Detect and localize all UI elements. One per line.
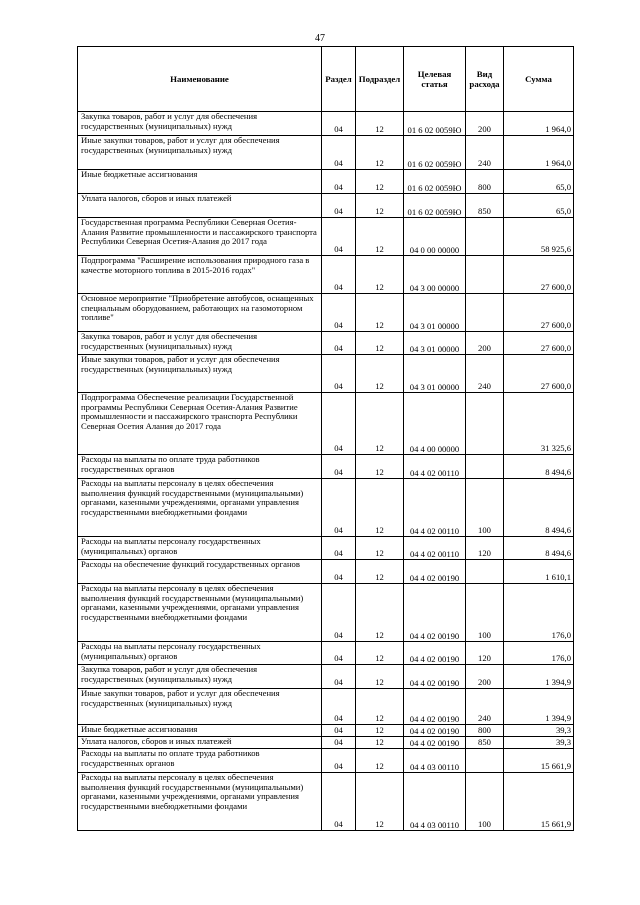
row-amount-cell: 65,0	[504, 194, 574, 218]
row-target-cell: 04 4 02 00190	[404, 737, 466, 749]
row-name-cell: Расходы на выплаты персоналу в целях обеспечения выполнения функций государственными (муниципальными) органами, казенными учреждениями, органами управления государственными внебюджетными фондами	[78, 773, 322, 831]
row-expense-type-cell	[466, 294, 504, 332]
row-expense-type-cell: 200	[466, 332, 504, 355]
row-amount-cell: 27 600,0	[504, 332, 574, 355]
row-subsection-cell: 12	[356, 194, 404, 218]
header-subsection: Подраздел	[356, 47, 404, 112]
row-target-cell: 01 6 02 0059Ю	[404, 112, 466, 136]
row-target-cell: 01 6 02 0059Ю	[404, 170, 466, 194]
row-subsection-cell: 12	[356, 773, 404, 831]
row-target-cell: 04 4 02 00190	[404, 584, 466, 642]
row-expense-type-cell: 800	[466, 170, 504, 194]
row-expense-type-cell: 240	[466, 136, 504, 170]
row-subsection-cell: 12	[356, 537, 404, 560]
row-expense-type-cell: 200	[466, 112, 504, 136]
row-section-cell: 04	[322, 773, 356, 831]
row-target-cell: 04 4 02 00110	[404, 479, 466, 537]
row-subsection-cell: 12	[356, 749, 404, 773]
row-name-cell: Расходы на выплаты персоналу государственных (муниципальных) органов	[78, 642, 322, 665]
row-section-cell: 04	[322, 112, 356, 136]
row-amount-cell: 1 394,9	[504, 689, 574, 725]
row-expense-type-cell: 850	[466, 194, 504, 218]
table-row	[78, 332, 574, 355]
row-target-cell: 04 3 00 00000	[404, 256, 466, 294]
row-section-cell: 04	[322, 194, 356, 218]
row-name-cell: Подпрограмма "Расширение использования природного газа в качестве моторного топлива в 2015-2016 годах"	[78, 256, 322, 294]
row-amount-cell: 31 325,6	[504, 393, 574, 455]
row-amount-cell: 176,0	[504, 642, 574, 665]
row-subsection-cell: 12	[356, 737, 404, 749]
row-name-cell: Расходы на обеспечение функций государственных органов	[78, 560, 322, 584]
row-amount-cell: 65,0	[504, 170, 574, 194]
row-section-cell: 04	[322, 537, 356, 560]
header-target: Целевая статья	[404, 47, 466, 112]
row-expense-type-cell: 120	[466, 642, 504, 665]
row-target-cell: 04 3 01 00000	[404, 355, 466, 393]
row-name-cell: Подпрограмма Обеспечение реализации Государственной программы Республики Северная Осетия-Алания Развитие промышленности и пассажирского транспорта Республики Северная Осетия Алания до 2017 года	[78, 393, 322, 455]
table-row	[78, 584, 574, 642]
row-expense-type-cell: 200	[466, 665, 504, 689]
row-subsection-cell: 12	[356, 725, 404, 737]
row-target-cell: 04 4 03 00110	[404, 773, 466, 831]
header-section: Раздел	[322, 47, 356, 112]
row-name-cell: Основное мероприятие "Приобретение автобусов, оснащенных специальным оборудованием, работающих на газомоторном топливе"	[78, 294, 322, 332]
row-section-cell: 04	[322, 642, 356, 665]
table-row	[78, 665, 574, 689]
row-subsection-cell: 12	[356, 393, 404, 455]
row-name-cell: Уплата налогов, сборов и иных платежей	[78, 194, 322, 218]
table-row	[78, 112, 574, 136]
table-row	[78, 737, 574, 749]
row-target-cell: 04 4 02 00190	[404, 642, 466, 665]
table-row	[78, 294, 574, 332]
row-amount-cell: 39,3	[504, 725, 574, 737]
row-amount-cell: 27 600,0	[504, 256, 574, 294]
row-section-cell: 04	[322, 665, 356, 689]
table-row	[78, 393, 574, 455]
row-expense-type-cell	[466, 560, 504, 584]
row-section-cell: 04	[322, 355, 356, 393]
row-target-cell: 01 6 02 0059Ю	[404, 194, 466, 218]
row-expense-type-cell	[466, 393, 504, 455]
row-subsection-cell: 12	[356, 294, 404, 332]
row-name-cell: Иные бюджетные ассигнования	[78, 725, 322, 737]
row-target-cell: 04 3 01 00000	[404, 332, 466, 355]
row-subsection-cell: 12	[356, 170, 404, 194]
row-expense-type-cell	[466, 455, 504, 479]
row-amount-cell: 27 600,0	[504, 294, 574, 332]
row-section-cell: 04	[322, 737, 356, 749]
row-subsection-cell: 12	[356, 112, 404, 136]
row-target-cell: 04 4 02 00190	[404, 725, 466, 737]
row-amount-cell: 8 494,6	[504, 455, 574, 479]
row-expense-type-cell	[466, 256, 504, 294]
row-section-cell: 04	[322, 256, 356, 294]
row-name-cell: Иные закупки товаров, работ и услуг для обеспечения государственных (муниципальных) нужд	[78, 689, 322, 725]
row-subsection-cell: 12	[356, 218, 404, 256]
row-amount-cell: 1 964,0	[504, 136, 574, 170]
row-name-cell: Иные закупки товаров, работ и услуг для обеспечения государственных (муниципальных) нужд	[78, 355, 322, 393]
row-subsection-cell: 12	[356, 256, 404, 294]
row-name-cell: Иные бюджетные ассигнования	[78, 170, 322, 194]
row-name-cell: Уплата налогов, сборов и иных платежей	[78, 737, 322, 749]
row-section-cell: 04	[322, 393, 356, 455]
row-section-cell: 04	[322, 218, 356, 256]
row-section-cell: 04	[322, 749, 356, 773]
row-subsection-cell: 12	[356, 665, 404, 689]
row-amount-cell: 1 964,0	[504, 112, 574, 136]
row-name-cell: Расходы на выплаты персоналу в целях обеспечения выполнения функций государственными (муниципальными) органами, казенными учреждениями, органами управления государственными внебюджетными фондами	[78, 479, 322, 537]
row-target-cell: 04 4 02 00190	[404, 665, 466, 689]
row-subsection-cell: 12	[356, 136, 404, 170]
row-section-cell: 04	[322, 479, 356, 537]
row-section-cell: 04	[322, 170, 356, 194]
row-name-cell: Расходы на выплаты по оплате труда работников государственных органов	[78, 749, 322, 773]
row-section-cell: 04	[322, 584, 356, 642]
table-row	[78, 689, 574, 725]
page-number: 47	[315, 33, 325, 44]
table-row	[78, 479, 574, 537]
row-target-cell: 04 4 02 00110	[404, 537, 466, 560]
row-name-cell: Расходы на выплаты персоналу в целях обеспечения выполнения функций государственными (муниципальными) органами, казенными учреждениями, органами управления государственными внебюджетными фондами	[78, 584, 322, 642]
row-name-cell: Государственная программа Республики Северная Осетия-Алания Развитие промышленности и пассажирского транспорта Республики Северная Осетия-Алания до 2017 года	[78, 218, 322, 256]
row-name-cell: Закупка товаров, работ и услуг для обеспечения государственных (муниципальных) нужд	[78, 665, 322, 689]
row-amount-cell: 1 394,9	[504, 665, 574, 689]
header-amount: Сумма	[504, 47, 574, 112]
row-amount-cell: 8 494,6	[504, 537, 574, 560]
row-expense-type-cell: 120	[466, 537, 504, 560]
row-subsection-cell: 12	[356, 332, 404, 355]
row-section-cell: 04	[322, 136, 356, 170]
row-expense-type-cell: 850	[466, 737, 504, 749]
row-amount-cell: 1 610,1	[504, 560, 574, 584]
row-subsection-cell: 12	[356, 584, 404, 642]
table-row	[78, 218, 574, 256]
row-subsection-cell: 12	[356, 642, 404, 665]
row-subsection-cell: 12	[356, 455, 404, 479]
row-section-cell: 04	[322, 560, 356, 584]
row-expense-type-cell: 800	[466, 725, 504, 737]
row-section-cell: 04	[322, 725, 356, 737]
row-target-cell: 04 0 00 00000	[404, 218, 466, 256]
table-header-row	[78, 47, 574, 112]
row-amount-cell: 58 925,6	[504, 218, 574, 256]
table-body	[78, 112, 574, 831]
row-target-cell: 04 4 02 00190	[404, 560, 466, 584]
row-expense-type-cell	[466, 218, 504, 256]
table-row	[78, 355, 574, 393]
row-target-cell: 04 3 01 00000	[404, 294, 466, 332]
row-name-cell: Расходы на выплаты персоналу государственных (муниципальных) органов	[78, 537, 322, 560]
table-row	[78, 560, 574, 584]
row-name-cell: Расходы на выплаты по оплате труда работников государственных органов	[78, 455, 322, 479]
row-target-cell: 04 4 03 00110	[404, 749, 466, 773]
header-name: Наименование	[78, 47, 322, 112]
row-expense-type-cell	[466, 749, 504, 773]
budget-table	[77, 46, 574, 831]
table-row	[78, 725, 574, 737]
row-section-cell: 04	[322, 294, 356, 332]
row-target-cell: 01 6 02 0059Ю	[404, 136, 466, 170]
table-row	[78, 170, 574, 194]
table-row	[78, 136, 574, 170]
table-row	[78, 749, 574, 773]
row-section-cell: 04	[322, 332, 356, 355]
row-amount-cell: 15 661,9	[504, 773, 574, 831]
row-amount-cell: 27 600,0	[504, 355, 574, 393]
row-expense-type-cell: 100	[466, 773, 504, 831]
row-amount-cell: 15 661,9	[504, 749, 574, 773]
table-row	[78, 194, 574, 218]
row-section-cell: 04	[322, 689, 356, 725]
table-row	[78, 455, 574, 479]
table-row	[78, 256, 574, 294]
row-subsection-cell: 12	[356, 689, 404, 725]
row-expense-type-cell: 100	[466, 479, 504, 537]
row-amount-cell: 176,0	[504, 584, 574, 642]
table-row	[78, 773, 574, 831]
row-amount-cell: 8 494,6	[504, 479, 574, 537]
row-name-cell: Иные закупки товаров, работ и услуг для обеспечения государственных (муниципальных) нужд	[78, 136, 322, 170]
row-subsection-cell: 12	[356, 355, 404, 393]
row-amount-cell: 39,3	[504, 737, 574, 749]
row-expense-type-cell: 240	[466, 355, 504, 393]
row-expense-type-cell: 240	[466, 689, 504, 725]
row-subsection-cell: 12	[356, 479, 404, 537]
row-name-cell: Закупка товаров, работ и услуг для обеспечения государственных (муниципальных) нужд	[78, 112, 322, 136]
row-expense-type-cell: 100	[466, 584, 504, 642]
row-target-cell: 04 4 02 00190	[404, 689, 466, 725]
row-name-cell: Закупка товаров, работ и услуг для обеспечения государственных (муниципальных) нужд	[78, 332, 322, 355]
row-section-cell: 04	[322, 455, 356, 479]
row-target-cell: 04 4 02 00110	[404, 455, 466, 479]
row-subsection-cell: 12	[356, 560, 404, 584]
table-row	[78, 537, 574, 560]
table-row	[78, 642, 574, 665]
header-expense-type: Вид расхода	[466, 47, 504, 112]
row-target-cell: 04 4 00 00000	[404, 393, 466, 455]
